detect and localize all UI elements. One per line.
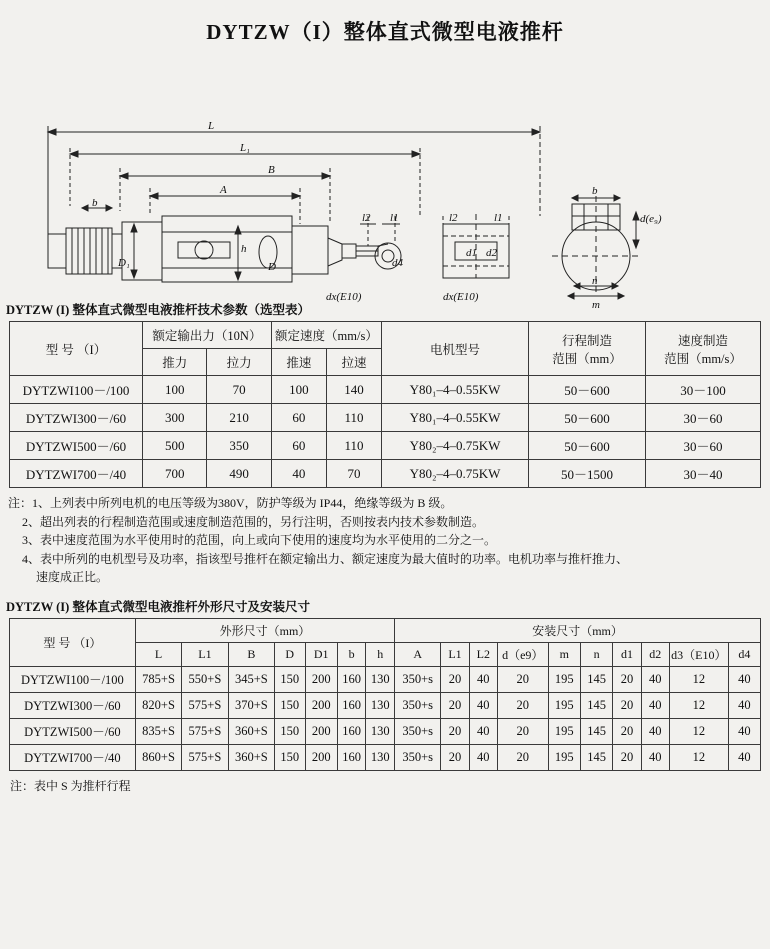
- cell2-m: 195: [548, 692, 580, 718]
- cell-stroke: 50－600: [529, 376, 646, 404]
- th2-D: D: [275, 642, 305, 666]
- note-2: 2、超出列表的行程制造范围或速度制造范围的，另行注明，否则按表内技术参数制造。: [22, 514, 485, 529]
- cell2-B: 360+S: [228, 718, 274, 744]
- table-row: [10, 432, 761, 460]
- note-3: 3、表中速度范围为水平使用时的范围，向上或向下使用的速度均为水平使用的二分之一。: [22, 533, 497, 548]
- section2-note: 注：表中 S 为推杆行程: [10, 778, 131, 793]
- cell-stroke: 50－600: [529, 432, 646, 460]
- label-L: L: [208, 120, 215, 132]
- th2-n: n: [580, 642, 612, 666]
- cell2-n: 145: [580, 666, 612, 692]
- th2-d-e9: d（e9）: [497, 642, 548, 666]
- cell2-d2: 40: [641, 744, 669, 770]
- th2-model-text: 型 号 （I）: [43, 635, 102, 650]
- cell2-model: DYTZWI100－/100: [10, 666, 136, 692]
- cell2-A: 350+s: [395, 666, 441, 692]
- cell2-d2: 40: [641, 666, 669, 692]
- cell2-d4: 40: [728, 666, 760, 692]
- label-dx-E10-right: dx(E10): [443, 291, 479, 303]
- cell2-model: DYTZWI700－/40: [10, 744, 136, 770]
- label-n: n: [592, 275, 598, 287]
- table-row: [10, 718, 761, 744]
- table-row: [10, 376, 761, 404]
- note-1: 注：1、上列表中所列电机的电压等级为380V，防护等级为 IP44，绝缘等级为 B 级。: [8, 496, 453, 510]
- cell2-d2: 40: [641, 692, 669, 718]
- cell2-d: 20: [497, 744, 548, 770]
- label-d-e9: d(e₉): [640, 213, 662, 225]
- cell2-d1: 20: [613, 666, 641, 692]
- label-l2b: l2: [449, 212, 458, 224]
- cell2-B: 360+S: [228, 744, 274, 770]
- section2-heading: DYTZW (I) 整体直式微型电液推杆外形尺寸及安装尺寸: [6, 599, 310, 614]
- cell-motor: Y80₂–4–0.75KW: [382, 432, 529, 460]
- cell2-D: 150: [275, 666, 305, 692]
- cell2-d1: 20: [613, 718, 641, 744]
- th-speed-pull: 拉速: [326, 349, 381, 376]
- cell-push: 100: [143, 376, 207, 404]
- cell2-D: 150: [275, 718, 305, 744]
- label-d4: d4: [392, 257, 403, 269]
- cell-model: DYTZWI100－/100: [10, 376, 143, 404]
- cell2-L2: 40: [469, 718, 497, 744]
- cell2-n: 145: [580, 718, 612, 744]
- label-l1b: l1: [494, 212, 503, 224]
- cell-push: 300: [143, 404, 207, 432]
- cell2-h: 130: [366, 692, 395, 718]
- cell2-d1: 20: [613, 692, 641, 718]
- cell2-d4: 40: [728, 692, 760, 718]
- cell2-D: 150: [275, 744, 305, 770]
- table-row: [10, 460, 761, 488]
- th2-model: [10, 618, 136, 666]
- cell-pull: 490: [207, 460, 271, 488]
- cell2-L: 820+S: [135, 692, 181, 718]
- cell2-D1: 200: [305, 692, 337, 718]
- cell-motor: Y80₁–4–0.55KW: [382, 376, 529, 404]
- cell-vpull: 140: [326, 376, 381, 404]
- cell-stroke: 50－600: [529, 404, 646, 432]
- cell2-h: 130: [366, 666, 395, 692]
- th2-mount-group: 安装尺寸（mm）: [395, 618, 761, 642]
- cell2-B: 370+S: [228, 692, 274, 718]
- cell2-A: 350+s: [395, 744, 441, 770]
- th-force: 额定输出力（10N）: [143, 322, 272, 349]
- table-row: [10, 744, 761, 770]
- cell2-d3: 12: [669, 692, 728, 718]
- label-h: h: [241, 243, 247, 255]
- cell2-B: 345+S: [228, 666, 274, 692]
- cell-pull: 350: [207, 432, 271, 460]
- cell-vpull: 110: [326, 404, 381, 432]
- cell-pull: 70: [207, 376, 271, 404]
- cell-model: DYTZWI700－/40: [10, 460, 143, 488]
- cell2-n: 145: [580, 692, 612, 718]
- label-dx-E10-left: dx(E10): [326, 291, 362, 303]
- cell2-D1: 200: [305, 718, 337, 744]
- cell-model: DYTZWI300－/60: [10, 404, 143, 432]
- th2-d1: d1: [613, 642, 641, 666]
- th2-d3: d3（E10）: [669, 642, 728, 666]
- label-b2: b: [592, 185, 598, 197]
- th2-L1: L1: [182, 642, 228, 666]
- cell-vpush: 40: [271, 460, 326, 488]
- spec-table: [9, 321, 761, 488]
- th2-D1: D1: [305, 642, 337, 666]
- th2-m: m: [548, 642, 580, 666]
- cell2-L: 785+S: [135, 666, 181, 692]
- label-l1: l1: [390, 212, 399, 224]
- cell2-b: 160: [337, 744, 366, 770]
- th2-B: B: [228, 642, 274, 666]
- cell2-L1: 550+S: [182, 666, 228, 692]
- th-stroke-l1: 行程制造: [561, 333, 612, 348]
- th-speed-range-l1: 速度制造: [677, 333, 728, 348]
- label-l2: l2: [362, 212, 371, 224]
- label-L1: L₁: [240, 142, 250, 154]
- label-d2: d2: [486, 247, 497, 259]
- table-row: [10, 692, 761, 718]
- cell2-A: 350+s: [395, 718, 441, 744]
- cell2-L1b: 20: [441, 692, 469, 718]
- cell-vpush: 60: [271, 404, 326, 432]
- cell2-m: 195: [548, 718, 580, 744]
- cell2-d: 20: [497, 666, 548, 692]
- cell2-d3: 12: [669, 744, 728, 770]
- th2-L: L: [135, 642, 181, 666]
- cell-push: 700: [143, 460, 207, 488]
- th-speed: 额定速度（mm/s）: [271, 322, 381, 349]
- cell2-L: 860+S: [135, 744, 181, 770]
- cell2-b: 160: [337, 692, 366, 718]
- th2-b: b: [337, 642, 366, 666]
- cell2-D1: 200: [305, 666, 337, 692]
- cell2-L1b: 20: [441, 718, 469, 744]
- cell2-d2: 40: [641, 718, 669, 744]
- cell2-d4: 40: [728, 744, 760, 770]
- page-title: DYTZW（I）整体直式微型电液推杆: [206, 20, 564, 44]
- th-force-push: 推力: [143, 349, 207, 376]
- th-force-pull: 拉力: [207, 349, 271, 376]
- label-D1: D₁: [118, 257, 130, 269]
- th-speed-push: 推速: [271, 349, 326, 376]
- cell-vrange: 30－60: [646, 432, 761, 460]
- th-stroke-l2: 范围（mm）: [552, 351, 622, 366]
- cell2-L: 835+S: [135, 718, 181, 744]
- cell2-b: 160: [337, 666, 366, 692]
- cell2-n: 145: [580, 744, 612, 770]
- section1-notes: [0, 488, 770, 589]
- note-4b: 速度成正比。: [36, 570, 109, 585]
- cell2-d: 20: [497, 718, 548, 744]
- cell2-d4: 40: [728, 718, 760, 744]
- cell-vpull: 110: [326, 432, 381, 460]
- cell2-L2: 40: [469, 692, 497, 718]
- th2-d2: d2: [641, 642, 669, 666]
- cell-model: DYTZWI500－/60: [10, 432, 143, 460]
- cell-stroke: 50－1500: [529, 460, 646, 488]
- cell2-model: DYTZWI500－/60: [10, 718, 136, 744]
- cell2-d1: 20: [613, 744, 641, 770]
- cell2-h: 130: [366, 718, 395, 744]
- label-A: A: [220, 184, 227, 196]
- cell2-h: 130: [366, 744, 395, 770]
- cell-vpull: 70: [326, 460, 381, 488]
- label-B: B: [268, 164, 275, 176]
- label-m: m: [592, 299, 600, 311]
- cell2-L1: 575+S: [182, 744, 228, 770]
- label-d1: d1: [466, 247, 477, 259]
- label-b: b: [92, 197, 98, 209]
- note-4: 4、表中所列的电机型号及功率，指该型号推杆在额定输出力、额定速度为最大值时的功率。电机功率与推杆推力、: [22, 551, 629, 566]
- th2-L2: L2: [469, 642, 497, 666]
- cell2-L1: 575+S: [182, 718, 228, 744]
- th-speed-range-l2: 范围（mm/s）: [664, 351, 742, 366]
- th-model: 型 号 （I）: [10, 322, 143, 376]
- table-row: [10, 666, 761, 692]
- label-D: D: [268, 261, 276, 273]
- dimension-table: [9, 618, 761, 771]
- cell-motor: Y80₁–4–0.55KW: [382, 404, 529, 432]
- th2-d4: d4: [728, 642, 760, 666]
- table-row: [10, 404, 761, 432]
- cell2-A: 350+s: [395, 692, 441, 718]
- cell-vpush: 60: [271, 432, 326, 460]
- cell2-D: 150: [275, 692, 305, 718]
- cell2-L1: 575+S: [182, 692, 228, 718]
- cell-push: 500: [143, 432, 207, 460]
- th2-outer-group: 外形尺寸（mm）: [135, 618, 394, 642]
- cell2-model: DYTZWI300－/60: [10, 692, 136, 718]
- cell2-m: 195: [548, 744, 580, 770]
- cell-motor: Y80₂–4–0.75KW: [382, 460, 529, 488]
- cell-vrange: 30－60: [646, 404, 761, 432]
- cell-vpush: 100: [271, 376, 326, 404]
- cell2-L2: 40: [469, 744, 497, 770]
- cell2-m: 195: [548, 666, 580, 692]
- th2-h: h: [366, 642, 395, 666]
- cell2-L2: 40: [469, 666, 497, 692]
- cell2-d3: 12: [669, 666, 728, 692]
- cell2-L1b: 20: [441, 666, 469, 692]
- cell2-d3: 12: [669, 718, 728, 744]
- section1-heading: DYTZW (I) 整体直式微型电液推杆技术参数（选型表）: [6, 303, 310, 317]
- cell-vrange: 30－100: [646, 376, 761, 404]
- cell2-b: 160: [337, 718, 366, 744]
- th-stroke: [529, 322, 646, 376]
- th2-A: A: [395, 642, 441, 666]
- cell-vrange: 30－40: [646, 460, 761, 488]
- cell-pull: 210: [207, 404, 271, 432]
- cell2-D1: 200: [305, 744, 337, 770]
- cell2-L1b: 20: [441, 744, 469, 770]
- th2-L1b: L1: [441, 642, 469, 666]
- th-speed-range: [646, 322, 761, 376]
- th-motor: 电机型号: [382, 322, 529, 376]
- cell2-d: 20: [497, 692, 548, 718]
